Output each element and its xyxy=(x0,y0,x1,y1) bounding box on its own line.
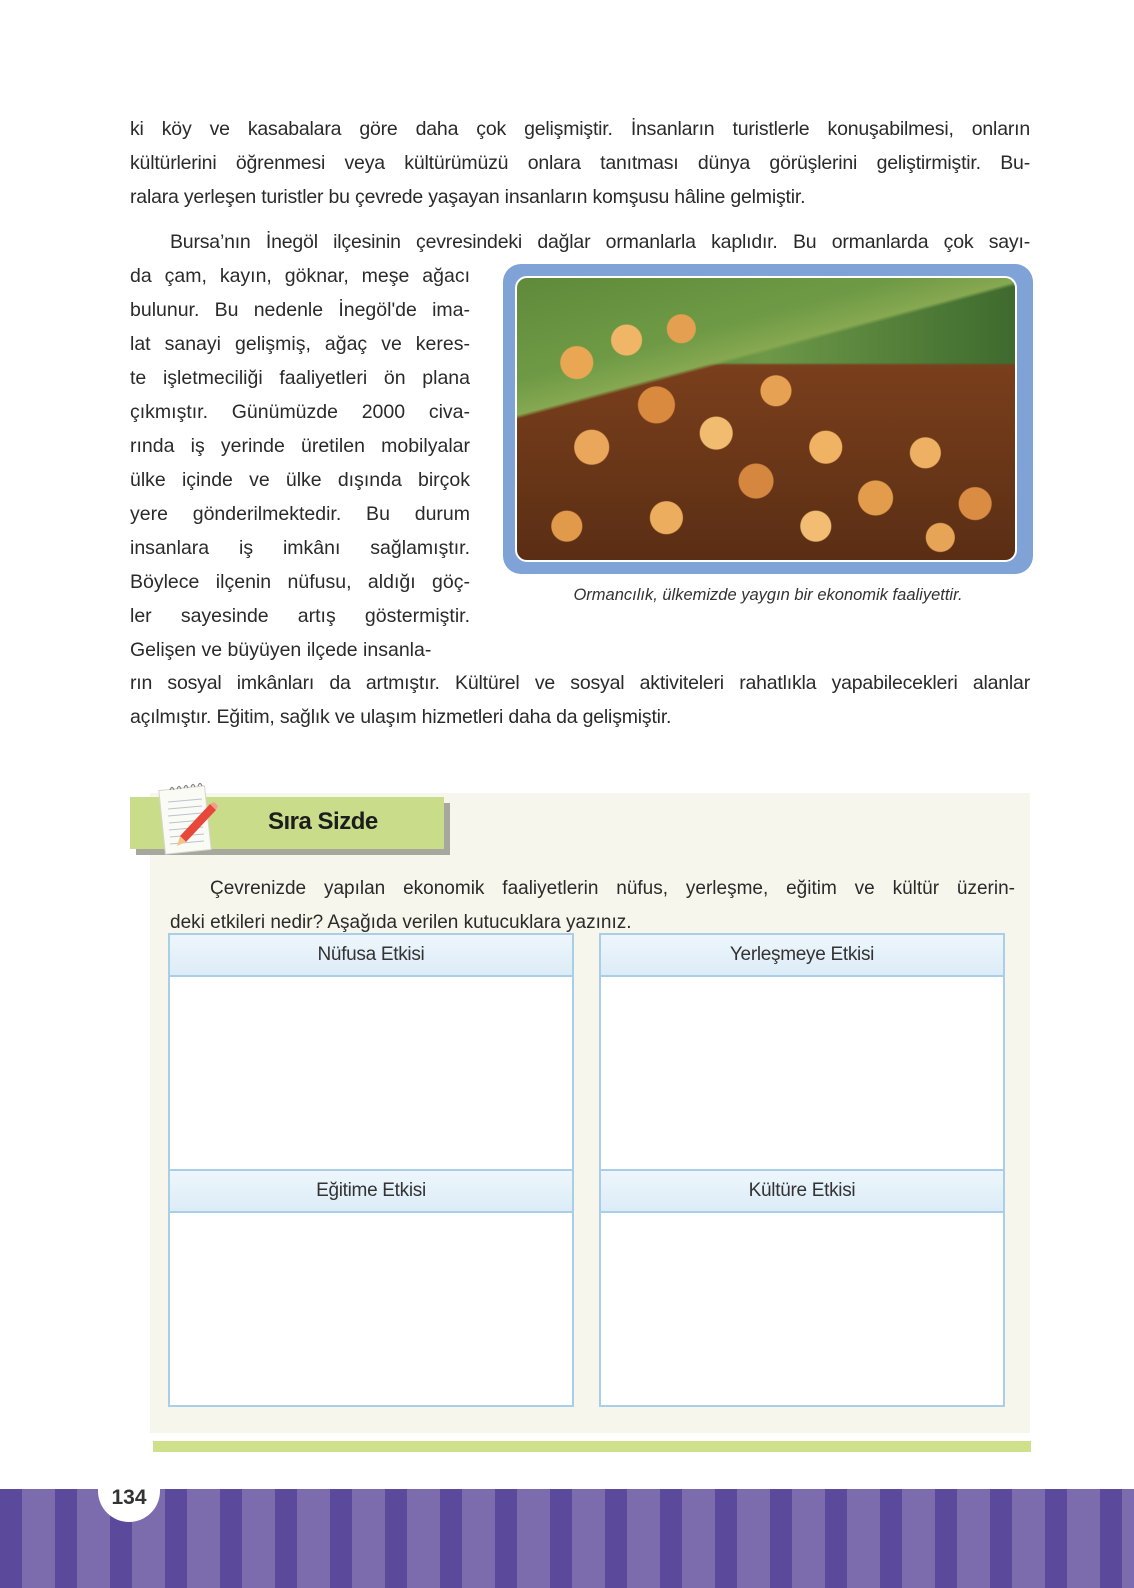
paragraph-inegol-column xyxy=(130,259,470,667)
text-line: ülke içinde ve ülke dışında birçok xyxy=(130,469,470,491)
text-line: Çevrenizde yapılan ekonomik faaliyetlerin nüfus, yerleşme, eğitim ve kültür üzerin- xyxy=(210,878,1015,899)
text-line: insanlara iş imkânı sağlamıştır. xyxy=(130,537,470,559)
footer-stripe-band xyxy=(0,1489,1134,1588)
box-header-egitim: Eğitime Etkisi xyxy=(170,1169,572,1213)
notepad-pencil-icon xyxy=(158,780,220,860)
answer-column-right xyxy=(599,933,1005,1407)
box-header-kultur: Kültüre Etkisi xyxy=(601,1169,1003,1213)
text-line: Böylece ilçenin nüfusu, aldığı göç- xyxy=(130,571,470,593)
activity-instructions xyxy=(170,872,1015,940)
paragraph-inegol-end xyxy=(130,666,1030,734)
text-line: Gelişen ve büyüyen ilçede insanla- xyxy=(130,639,432,661)
text-line: deki etkileri nedir? Aşağıda verilen kutucuklara yazınız. xyxy=(170,912,632,933)
text-line: Bursa’nın İnegöl ilçesinin çevresindeki dağlar ormanlarla kaplıdır. Bu ormanlarda çok sayı- xyxy=(170,231,1030,253)
text-line: ki köy ve kasabalara göre daha çok gelişmiştir. İnsanların turistlerle konuşabilmesi, onların xyxy=(130,118,1030,140)
answer-area-yerlesme[interactable] xyxy=(601,977,1003,1171)
text-line: da çam, kayın, göknar, meşe ağacı xyxy=(130,265,470,287)
box-header-yerlesme: Yerleşmeye Etkisi xyxy=(601,935,1003,977)
text-line: açılmıştır. Eğitim, sağlık ve ulaşım hizmetleri daha da gelişmiştir. xyxy=(130,706,672,728)
paragraph-inegol-intro xyxy=(130,225,1030,259)
photo-caption: Ormancılık, ülkemizde yaygın bir ekonomik faaliyettir. xyxy=(573,586,963,604)
text-line: ralara yerleşen turistler bu çevrede yaşayan insanların komşusu hâline gelmiştir. xyxy=(130,186,806,208)
activity-title: Sıra Sizde xyxy=(268,808,378,835)
text-line: yere gönderilmektedir. Bu durum xyxy=(130,503,470,525)
text-line: lat sanayi gelişmiş, ağaç ve keres- xyxy=(130,333,470,355)
text-line: çıkmıştır. Günümüzde 2000 civa- xyxy=(130,401,470,423)
answer-area-nufus[interactable] xyxy=(170,977,572,1171)
text-line: kültürlerini öğrenmesi veya kültürümüzü onlara tanıtması dünya görüşlerini geliştirmiştir. Bu- xyxy=(130,152,1030,174)
activity-bottom-bar xyxy=(153,1441,1031,1452)
box-header-nufus: Nüfusa Etkisi xyxy=(170,935,572,977)
page-number: 134 xyxy=(98,1476,160,1522)
photo-frame xyxy=(503,264,1033,574)
answer-area-kultur[interactable] xyxy=(601,1213,1003,1405)
paragraph-tourism xyxy=(130,112,1030,214)
text-line: bulunur. Bu nedenle İnegöl'de ima- xyxy=(130,299,470,321)
answer-column-left xyxy=(168,933,574,1407)
text-line: rın sosyal imkânları da artmıştır. Kültürel ve sosyal aktiviteleri rahatlıkla yapabilecekleri alanlar xyxy=(130,672,1030,694)
answer-area-egitim[interactable] xyxy=(170,1213,572,1405)
text-line: ler sayesinde artış göstermiştir. xyxy=(130,605,470,627)
timber-logs-photo xyxy=(515,276,1017,562)
text-line: te işletmeciliği faaliyetleri ön plana xyxy=(130,367,470,389)
text-line: rında iş yerinde üretilen mobilyalar xyxy=(130,435,470,457)
